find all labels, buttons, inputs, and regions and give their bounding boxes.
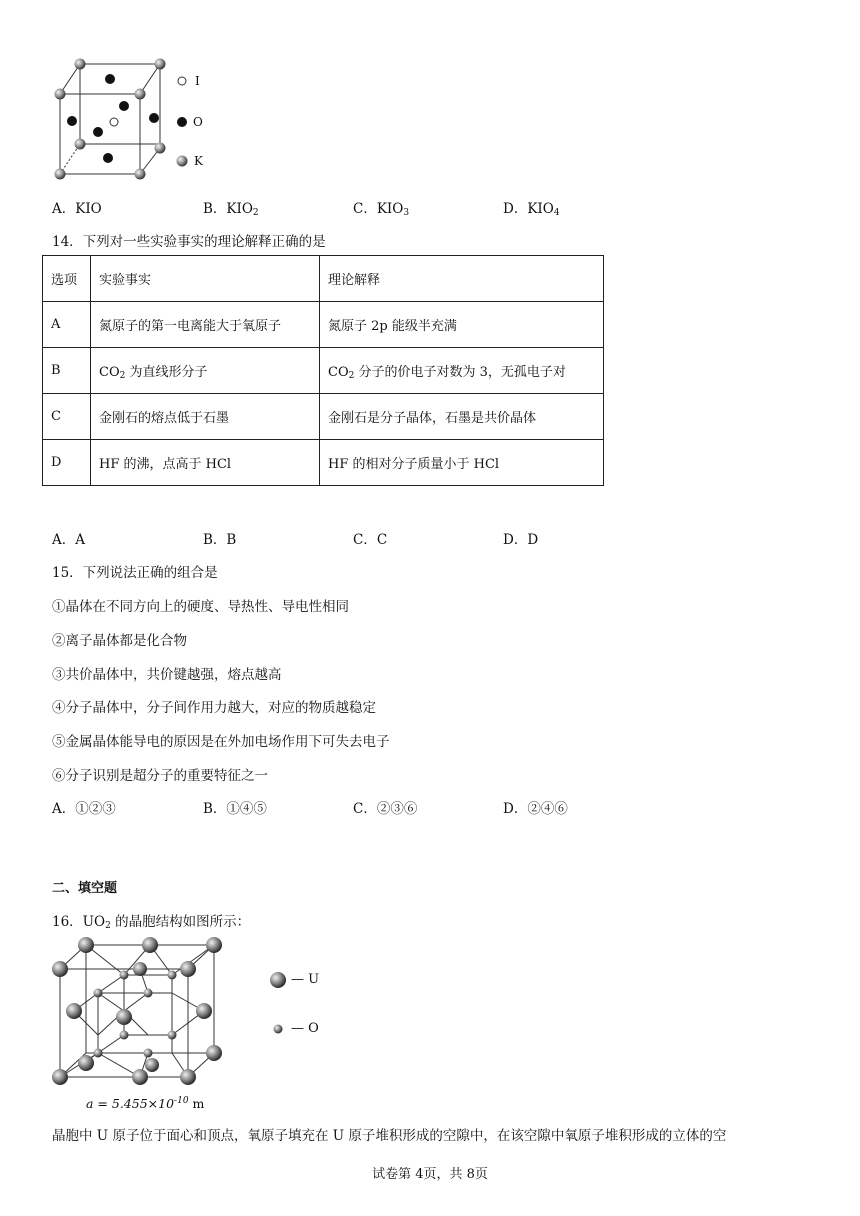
row-fact: HF 的沸，点高于 HCl bbox=[91, 440, 320, 486]
legend-o-small-marker bbox=[274, 1025, 283, 1034]
q15-option-d: D．②④⑥ bbox=[503, 801, 568, 817]
table-row bbox=[43, 394, 604, 440]
u-atoms bbox=[52, 937, 222, 1085]
header-explanation: 理论解释 bbox=[320, 256, 604, 302]
q14-option-c: C．C bbox=[353, 532, 388, 548]
legend-u-label: — U bbox=[291, 972, 320, 987]
q15-item-2: ②离子晶体都是化合物 bbox=[52, 633, 187, 649]
q15-item-5: ⑤金属晶体能导电的原因是在外加电场作用下可失去电子 bbox=[52, 734, 390, 750]
q16-stem: 16．$UO_2$ 的晶胞结构如图所示： bbox=[52, 914, 251, 931]
q14-table bbox=[42, 255, 604, 486]
q14-stem: 14．下列对一些实验事实的理论解释正确的是 bbox=[52, 234, 326, 250]
table-row bbox=[43, 302, 604, 348]
q13-option-a: A．KIO bbox=[52, 201, 102, 217]
q13-option-c: C．$KIO_3$ bbox=[353, 201, 410, 218]
q14-option-b: B．B bbox=[203, 532, 237, 548]
uo2-legend bbox=[268, 968, 290, 1038]
lattice-constant-caption: $a = 5.455\times 10^{-10}$ m bbox=[86, 1096, 205, 1111]
legend-o-small-label: — O bbox=[291, 1021, 319, 1036]
q15-stem: 15．下列说法正确的组合是 bbox=[52, 565, 218, 581]
row-fact: 金刚石的熔点低于石墨 bbox=[91, 394, 320, 440]
uo2-crystal-figure bbox=[44, 935, 234, 1085]
page-footer: 试卷第 4页，共 8页 bbox=[372, 1167, 488, 1182]
q15-item-1: ①晶体在不同方向上的硬度、导热性、导电性相同 bbox=[52, 599, 349, 615]
row-explanation: HF 的相对分子质量小于 HCl bbox=[320, 440, 604, 486]
legend-o-label: O bbox=[193, 115, 203, 129]
row-option: C bbox=[43, 394, 91, 440]
o-atoms-small bbox=[94, 971, 177, 1058]
q14-option-a: A．A bbox=[52, 532, 85, 548]
row-fact: 氮原子的第一电离能大于氧原子 bbox=[91, 302, 320, 348]
q15-item-3: ③共价晶体中，共价键越强，熔点越高 bbox=[52, 667, 282, 683]
row-explanation: 金刚石是分子晶体，石墨是共价晶体 bbox=[320, 394, 604, 440]
q14-option-d: D．D bbox=[503, 532, 539, 548]
q13-option-b: B．$KIO_2$ bbox=[203, 201, 259, 218]
legend-k-marker bbox=[177, 156, 188, 167]
legend-k-label: K bbox=[194, 154, 203, 168]
section-heading: 二、填空题 bbox=[52, 881, 118, 896]
q16-body: 晶胞中 U 原子位于面心和顶点，氧原子填充在 U 原子堆积形成的空隙中，在该空隙中氧原子堆积形成的立体的空 bbox=[52, 1128, 727, 1144]
header-fact: 实验事实 bbox=[91, 256, 320, 302]
legend-i-label: I bbox=[195, 74, 200, 88]
header-option: 选项 bbox=[43, 256, 91, 302]
row-explanation: $CO_2$ 分子的价电子对数为 3，无孤电子对 bbox=[320, 348, 604, 394]
row-option: D bbox=[43, 440, 91, 486]
table-row bbox=[43, 348, 604, 394]
row-option: A bbox=[43, 302, 91, 348]
table-row bbox=[43, 440, 604, 486]
q15-option-b: B．①④⑤ bbox=[203, 801, 267, 817]
table-header-row bbox=[43, 256, 604, 302]
q15-option-a: A．①②③ bbox=[52, 801, 116, 817]
row-option: B bbox=[43, 348, 91, 394]
legend-u-marker bbox=[270, 972, 286, 988]
i-atom bbox=[110, 118, 118, 126]
q15-item-6: ⑥分子识别是超分子的重要特征之一 bbox=[52, 768, 268, 784]
row-fact: $CO_2$ 为直线形分子 bbox=[91, 348, 320, 394]
legend-i-marker bbox=[178, 77, 186, 85]
legend-o-marker bbox=[177, 117, 187, 127]
row-explanation: 氮原子 2p 能级半充满 bbox=[320, 302, 604, 348]
q15-option-c: C．②③⑥ bbox=[353, 801, 418, 817]
q15-item-4: ④分子晶体中，分子间作用力越大，对应的物质越稳定 bbox=[52, 700, 376, 716]
q13-option-d: D．$KIO_4$ bbox=[503, 201, 560, 218]
